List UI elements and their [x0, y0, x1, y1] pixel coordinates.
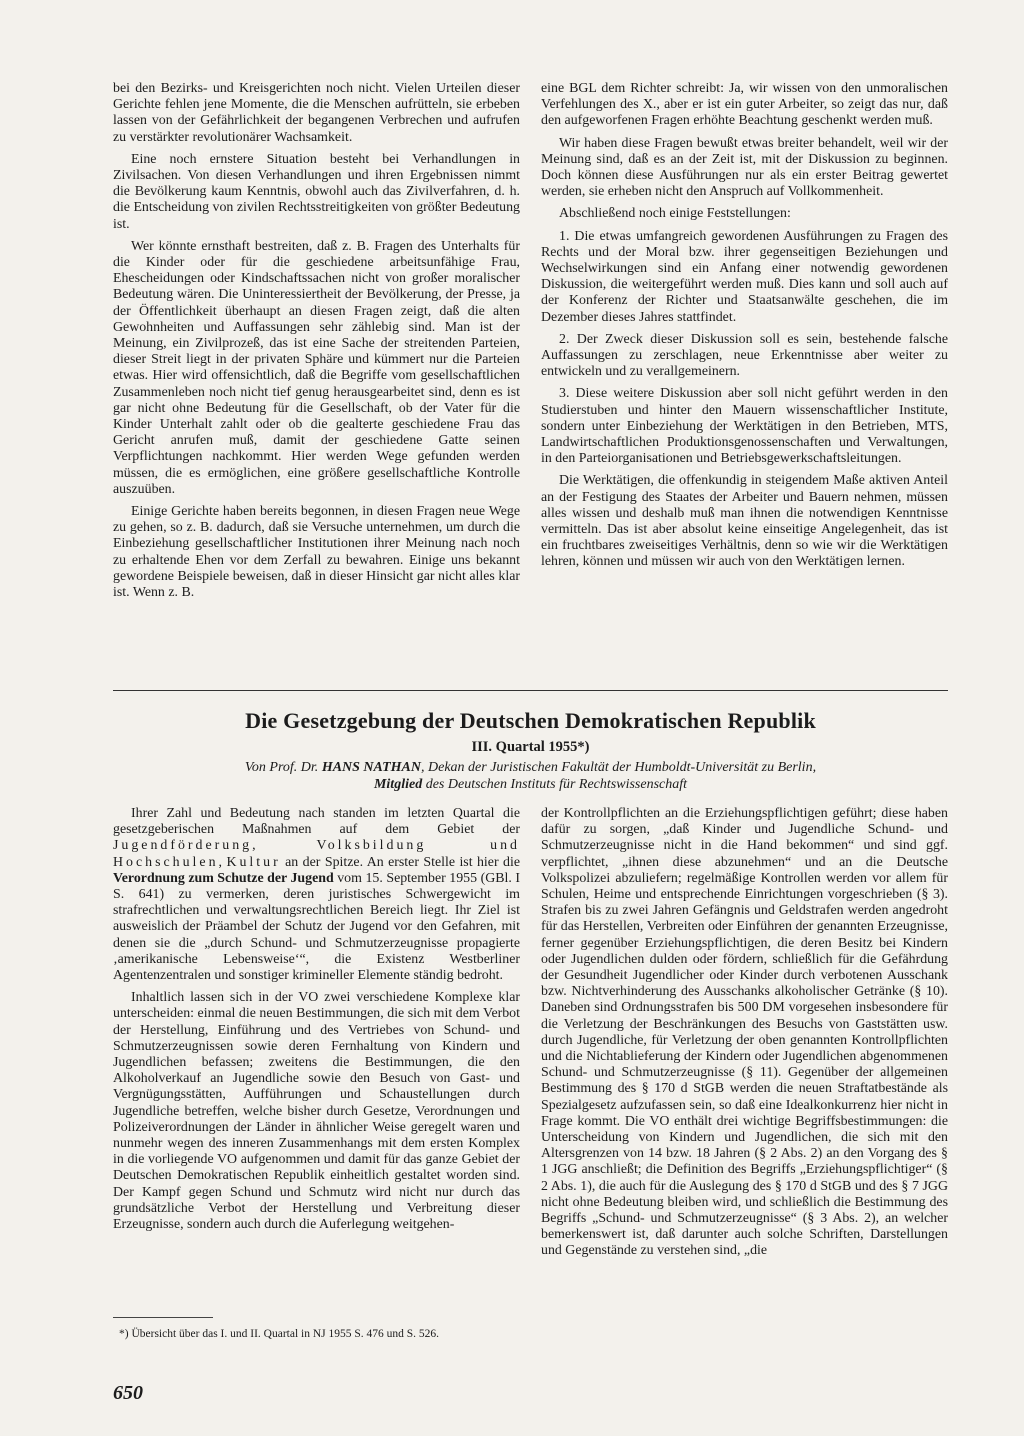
section-divider	[113, 690, 948, 691]
text-run: Ihrer Zahl und Bedeutung nach standen im letzten Quartal die gesetzgeberischen Maßnahmen auf dem Gebiet der	[113, 806, 520, 838]
text-run: ,	[252, 838, 317, 854]
text-run: vom 15. September 1955 (GBl. I S. 641) zu vermerken, deren juristisches Schwergewicht im strafrechtlichen und verwaltungsrechtlichen Bereich liegt. Ihr Ziel ist ausweislich der Präambel der Schutz der Jugend vor den Gefahren, mit denen sie die „durch Schund- und Schmutzerzeugnisse propagierte ‚amerikanische Lebensweise‘“, die Existenz Westberliner Agentenzentralen und sonstiger krimineller Elemente ständig bedroht.	[113, 870, 520, 984]
text-column-bottom-left	[113, 806, 520, 1239]
paragraph: Wer könnte ernsthaft bestreiten, daß z. B. Fragen des Unterhalts für die Kinder oder für die geschiedene arbeitsunfähige Frau, Ehescheidungen oder Kindschaftssachen nicht von großer moralischer Bedeutung wären. Die Uninteressiertheit der Bevölkerung, der Presse, ja der Öffentlichkeit überhaupt an diesen Fragen zeigt, daß die alten Gewohnheiten und Auffassungen sehr zählebig sind. Man ist der Meinung, ein Zivilprozeß, das ist eine Sache der streitenden Parteien, dieser Streit liegt in der privaten Sphäre und kümmert nur die Parteien etwas. Hier wird offensichtlich, daß die Begriffe vom gesellschaftlichen Zusammenleben noch nicht tief genug herausgearbeitet sind, denn es ist gar nicht ohne Bedeutung für die Gesellschaft, ob der Vater für die Kinder Unterhalt zahlt oder ob die gealterte geschiedene Frau das Gericht anrufen muß, damit der geschiedene Gatte seinen Verpflichtungen nachkommt. Hier werden Wege gefunden werden müssen, die es ermöglichen, eine größere gesellschaftliche Kontrolle auszuüben.	[113, 238, 520, 497]
paragraph: 3. Diese weitere Diskussion aber soll nicht geführt werden in den Studierstuben und hinter den Mauern wissenschaftlicher Institute, sondern unter Einbeziehung der Werktätigen in den Betrieben, MTS, Landwirtschaftlichen Produktionsgenossenschaften und Verwaltungen, in den Parteiorganisationen und Betriebsgewerkschaftsleitungen.	[541, 386, 948, 467]
paragraph: 1. Die etwas umfangreich gewordenen Ausführungen zu Fragen des Rechts und der Moral bzw. ihrer gegenseitigen Beziehungen und Wechselwirkungen sind ein Anfang einer notwendig gewordenen Diskussion, die weitergeführt werden muß. Dies kann und soll auch auf der Konferenz der Richter und Staatsanwälte geschehen, die im Dezember dieses Jahres stattfindet.	[541, 228, 948, 325]
text-column-bottom-right	[541, 806, 948, 1266]
text-run: an der Spitze. An erster Stelle ist hier die	[280, 854, 520, 870]
paragraph: Die Werktätigen, die offenkundig in steigendem Maße aktiven Anteil an der Festigung des Staates der Arbeiter und Bauern nehmen, müssen alles wissen und deshalb muß man ihnen die notwendigen Kenntnisse vermitteln. Das ist aber absolut keine einseitige Angelegenheit, das ist ein fruchtbares zweiseitiges Verhältnis, denn so wie wir die Werktätigen lehren, können und müssen wir auch von den Werktätigen lernen.	[541, 473, 948, 570]
paragraph: eine BGL dem Richter schreibt: Ja, wir wissen von den unmoralischen Verfehlungen des X., aber er ist ein guter Arbeiter, so zeigt das nur, daß den aufgeworfenen Fragen erhöhte Beachtung geschenkt werden muß.	[541, 81, 948, 129]
byline-institute: des Deutschen Instituts für Rechtswissenschaft	[422, 776, 688, 792]
spaced-term: Jugendförderung	[113, 838, 253, 854]
article-subtitle: III. Quartal 1955*)	[471, 739, 590, 755]
article-byline	[113, 760, 948, 793]
paragraph: Inhaltlich lassen sich in der VO zwei verschiedene Komplexe klar unterscheiden: einmal die neuen Bestimmungen, die sich mit dem Verbot der Herstellung, Einführung und des Vertriebes von Schund- und Schmutzerzeugnissen sowie deren Fernhaltung von Kindern und Jugendlichen befassen; zweitens die Bestimmungen, die den Alkoholverkauf an Jugendliche sowie den Besuch von Gast- und Vergnügungsstätten, Aufführungen und Schaustellungen durch Jugendliche betreffen, welche bisher durch Gesetze, Verordnungen und Polizeiverordnungen der Länder in ähnlicher Weise geregelt waren und nunmehr wegen des inneren Zusammenhangs mit dem ersten Komplex in die vorliegende VO aufgenommen und damit für das ganze Gebiet der Deutschen Demokratischen Republik einheitlich gestaltet worden sind. Der Kampf gegen Schund und Schmutz wird nicht nur durch das grundsätzliche Verbot der Herstellung und Verbreitung dieser Erzeugnisse, sondern auch durch die Auferlegung weitgehen-	[113, 990, 520, 1233]
article-title: Die Gesetzgebung der Deutschen Demokratischen Republik	[245, 708, 816, 733]
page-number: 650	[113, 1382, 143, 1404]
byline-affiliation: , Dekan der Juristischen Fakultät der Humboldt-Universität zu Berlin,	[421, 760, 817, 775]
paragraph: Wir haben diese Fragen bewußt etwas breiter behandelt, weil wir der Meinung sind, daß es an der Zeit ist, mit der Diskussion zu beginnen. Doch können diese Ausführungen nur als ein erster Beitrag gewertet werden, sie erheben nicht den Anspruch auf Vollkommenheit.	[541, 135, 948, 200]
paragraph: Einige Gerichte haben bereits begonnen, in diesen Fragen neue Wege zu gehen, so z. B. dadurch, daß sie Versuche unternehmen, um durch die Einbeziehung gesellschaftlicher Institutionen ihrer Meinung nach noch zu erhaltende Ehen vor dem Zerfall zu bewahren. Einige uns bekannt gewordene Beispiele beweisen, daß in dieser Hinsicht gar nicht alles klar ist. Wenn z. B.	[113, 504, 520, 601]
spaced-term: Volksbildung und Hochschulen	[113, 838, 520, 870]
paragraph: 2. Der Zweck dieser Diskussion soll es sein, bestehende falsche Auffassungen zu zerschlagen, neue Erkenntnisse aber weiter zu entwickeln und zu verallgemeinern.	[541, 331, 948, 380]
spaced-term: Kultur	[226, 854, 281, 870]
paragraph: Abschließend noch einige Feststellungen:	[559, 206, 791, 222]
bold-term: Verordnung zum Schutze der Jugend	[113, 870, 334, 886]
paragraph	[113, 806, 520, 984]
text-run: ,	[218, 854, 227, 870]
paragraph: Eine noch ernstere Situation besteht bei Verhandlungen in Zivilsachen. Von diesen Verhandlungen und ihren Ergebnissen nimmt die Bevölkerung kaum Kenntnis, obwohl auch das Zivilverfahren, d. h. die Entscheidung von zivilen Rechtsstreitigkeiten von größter Bedeutung ist.	[113, 151, 520, 232]
footnote-rule	[113, 1317, 213, 1318]
footnote: *) Übersicht über das I. und II. Quartal in NJ 1955 S. 476 und S. 526.	[119, 1328, 440, 1340]
text-column-top-right	[541, 81, 948, 577]
paragraph: bei den Bezirks- und Kreisgerichten noch nicht. Vielen Urteilen dieser Gerichte fehlen jene Momente, die die Menschen aufrütteln, sie erbeben lassen von der Gefährlichkeit der begangenen Verbrechen und aufrufen zu verstärkter revolutionärer Wachsamkeit.	[113, 81, 520, 145]
author-name: HANS NATHAN	[321, 760, 422, 775]
byline-prefix: Von Prof. Dr.	[244, 760, 322, 775]
paragraph: der Kontrollpflichten an die Erziehungspflichtigen geführt; diese haben dafür zu sorgen, „daß Kinder und Jugendliche Schund- und Schmutzerzeugnisse nicht in die Hand bekommen“ und sind ggf. verpflichtet, „ihnen diese abzunehmen“ und an die Deutsche Volkspolizei abzuliefern; regelmäßige Kontrollen werden vor allem für Schulen, Heime und entsprechende Einrichtungen vorgeschrieben (§ 3). Strafen bis zu zwei Jahren Gefängnis und Geldstrafen werden angedroht für das Herstellen, Verbreiten oder Einführen der genannten Erzeugnisse, ferner gegenüber Erziehungspflichtigen, die deren Besitz bei Kindern oder Jugendlichen dulden oder fördern, schließlich für die Gefährdung der Gesundheit Jugendlicher oder Kinder durch verbotenen Ausschank bzw. Nichtverhinderung des Ausschanks alkoholischer Getränke (§ 10). Daneben sind Ordnungsstrafen bis 500 DM vorgesehen insbesondere für die Verletzung der Beschränkungen des Besuchs von Gaststätten usw. durch Jugendliche, für Verletzung der oben genannten Kontrollpflichten und die Nichtablieferung der Kindern oder Jugendlichen abgenommenen Schund- und Schmutzerzeugnisse (§ 11). Gegenüber der allgemeinen Bestimmung des § 170 d StGB werden die neuen Straftatbestände als Spezialgesetz aufzufassen sein, so daß eine Idealkonkurrenz hier nicht in Frage kommt. Die VO enthält drei wichtige Begriffsbestimmungen: die Unterscheidung von Kindern und Jugendlichen, die sich mit den Altersgrenzen von 14 bzw. 18 Jahren (§ 2 Abs. 2) an den Vorgang des § 1 JGG anschließt; die Definition des Begriffs „Erziehungspflichtiger“ (§ 2 Abs. 1), die auch für die Auslegung des § 170 d StGB und des § 7 JGG nicht ohne Bedeutung bleiben wird, und schließlich die Bestimmung des Begriffs „Schund- und Schmutzerzeugnisse“ (§ 3 Abs. 2), an welcher bemerkenswert ist, daß darunter auch solche Schriften, Darstellungen und Gegenstände zu verstehen sind, „die	[541, 806, 948, 1259]
byline-membership: Mitglied	[373, 776, 423, 792]
text-column-top-left	[113, 81, 520, 607]
